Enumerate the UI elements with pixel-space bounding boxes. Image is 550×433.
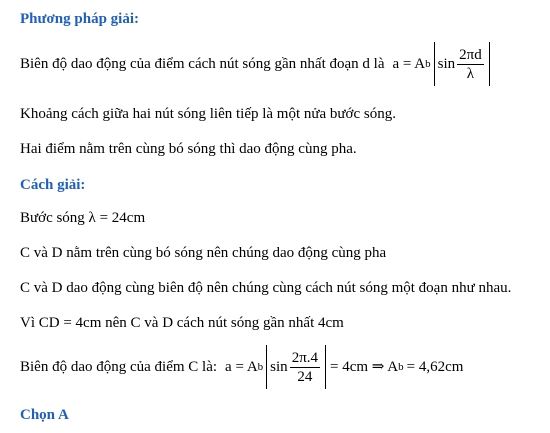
- formula2-denominator: 24: [297, 368, 313, 385]
- formula2-abs: [266, 345, 326, 389]
- amplitude-formula: a = A b sin $\frac{2\pi d}{\lambda}$: [393, 42, 490, 86]
- formula1-abs: [434, 42, 490, 86]
- formula1-denominator: λ: [466, 65, 475, 82]
- formula1-sin: sin: [437, 56, 456, 72]
- solution-line-amplitude-c: [20, 343, 463, 391]
- method-line-amplitude: [20, 40, 490, 88]
- final-answer: Chọn A: [20, 407, 69, 423]
- solution-same-phase: C và D nằm trên cùng bó sóng nên chúng dao động cùng pha: [20, 245, 387, 261]
- formula1-fraction: [457, 47, 484, 82]
- solution-distance: Vì CD = 4cm nên C và D cách nút sóng gần nhất 4cm: [20, 315, 344, 331]
- method-amplitude-text: Biên độ dao động của điểm cách nút sóng gần nhất đoạn d là: [20, 56, 385, 72]
- formula1-numerator: 2πd: [459, 46, 482, 63]
- method-line-same-phase: Hai điểm nằm trên cùng bó sóng thì dao động cùng pha.: [20, 141, 357, 157]
- formula2-lhs: a = A: [225, 359, 258, 375]
- formula2-result: = 4,62cm: [406, 359, 464, 375]
- solution-same-amplitude: C và D dao động cùng biên độ nên chúng cùng cách nút sóng một đoạn như nhau.: [20, 280, 512, 296]
- solution-amplitude-text: Biên độ dao động của điểm C là:: [20, 359, 218, 375]
- method-heading: Phương pháp giải:: [20, 11, 140, 27]
- amplitude-c-formula: a = A b sin $\frac{2\pi.4}{24}$ = 4cm ⇒ A b = 4,62cm: [225, 345, 463, 389]
- formula1-lhs: a = A: [392, 56, 426, 72]
- formula2-numerator: 2π.4: [291, 349, 319, 366]
- formula2-rhs: = 4cm ⇒ A: [330, 359, 399, 375]
- formula2-sin: sin: [270, 359, 288, 375]
- method-line-half-wavelength: Khoảng cách giữa hai nút sóng liên tiếp là một nửa bước sóng.: [20, 106, 396, 122]
- solution-heading: Cách giải:: [20, 177, 86, 193]
- solution-wavelength: Bước sóng λ = 24cm: [20, 210, 146, 226]
- formula2-fraction: [290, 350, 320, 385]
